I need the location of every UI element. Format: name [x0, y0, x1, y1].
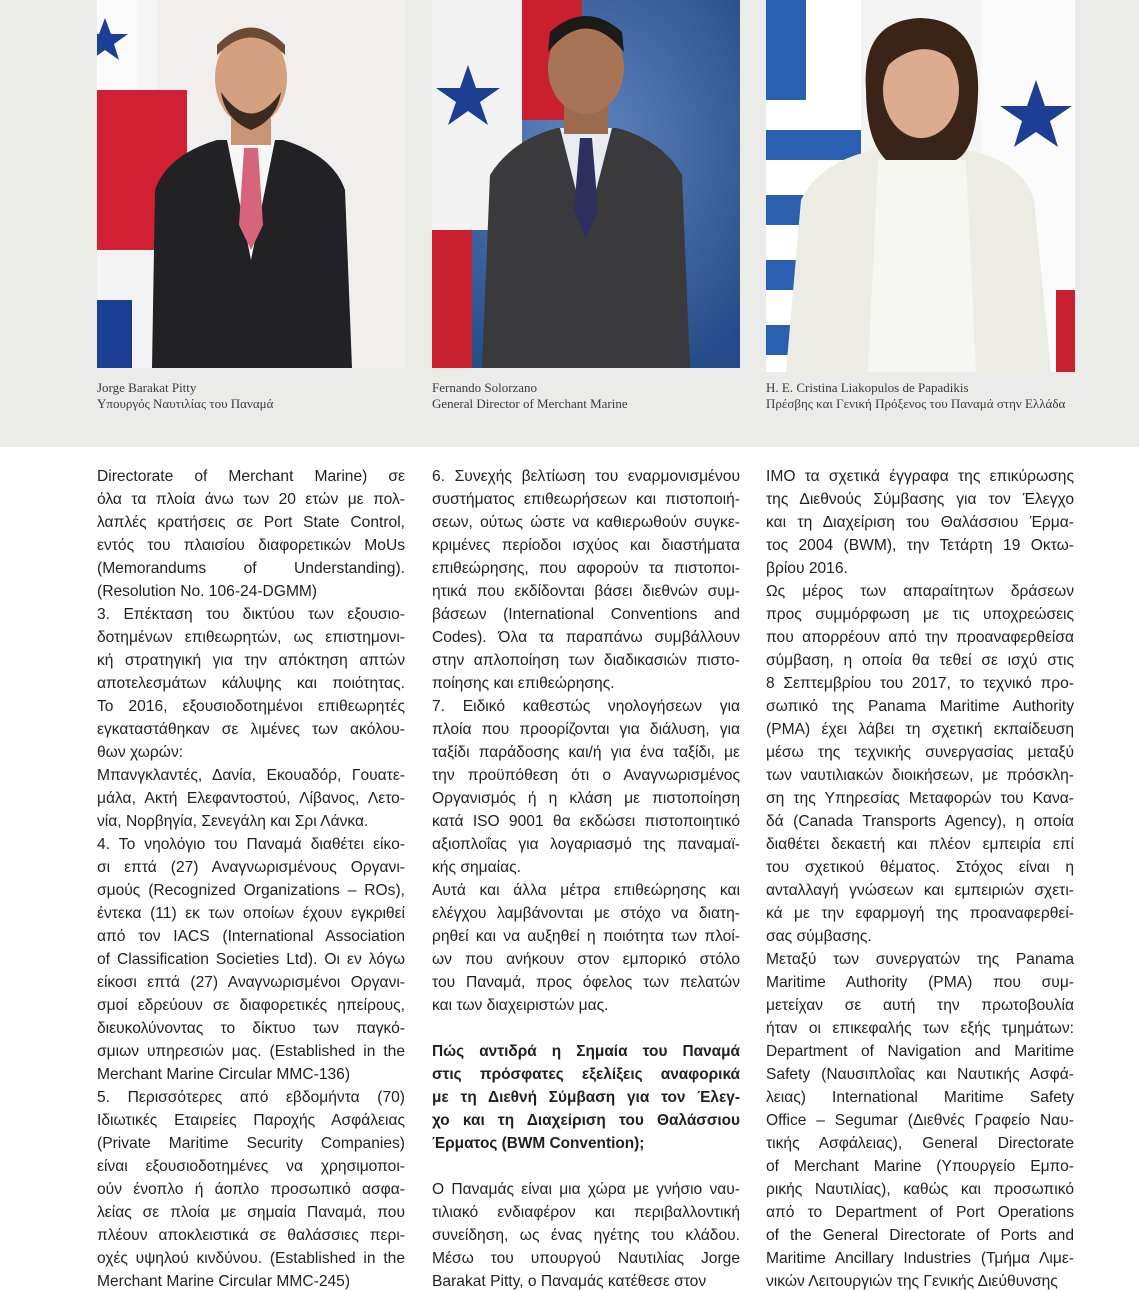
- text-line: Μέσω του υπουργού Ναυτιλίας Jorge: [432, 1250, 740, 1267]
- caption-person-name: H. E. Cristina Liakopulos de Papadikis: [766, 380, 969, 395]
- text-line: 7. Ειδικό καθεστώς νηολογήσεων για: [432, 698, 740, 715]
- text-line: Merchant Marine Circular MMC-245): [97, 1273, 351, 1290]
- text-line: είναι εξουσιοδοτημένες να χρησιμοποι-: [97, 1158, 405, 1175]
- text-line: δοτημένων επιθεωρητών, ως επιστημονι-: [97, 629, 405, 646]
- text-line: σμοί εδρεύουν σε διαφορετικές ηπείρους,: [97, 997, 405, 1014]
- text-line: πλέουν αποκλειστικά σε θαλάσσιες περι-: [97, 1227, 405, 1244]
- text-line: (Resolution No. 106-24-DGMM): [97, 583, 318, 600]
- text-line: 4. Το νηολόγιο του Παναμά διαθέτει είκο-: [97, 836, 405, 853]
- text-line: μάλα, Ακτή Ελεφαντοστού, Λίβανος, Λετο-: [97, 790, 405, 807]
- text-line: όλα τα πλοία άνω των 20 ετών με πολ-: [97, 491, 405, 508]
- text-line: θων χωρών:: [97, 744, 184, 761]
- text-line: βάσεων (International Conventions and: [432, 606, 740, 623]
- text-line: λαπλές κρατήσεις σε Port State Control,: [97, 514, 405, 531]
- text-line: Μεταξύ των συνεργατών της Panama: [766, 951, 1074, 968]
- text-line: κά με την εφαρμογή της προαναφερθεί-: [766, 905, 1074, 922]
- text-line: αξιοπλοΐας για λογαριασμό της παναμαϊ-: [432, 836, 740, 853]
- text-line: Safety (Ναυσιπλοΐας και Ναυτικής Ασφά-: [766, 1066, 1074, 1083]
- text-line: σύμβαση, η οποία θα τεθεί σε ισχύ στις: [766, 652, 1074, 669]
- text-line: 5. Περισσότερες από εβδομήντα (70): [97, 1089, 405, 1106]
- text-line: των ναυτιλιακών διοικήσεων, με πρόσκλη-: [766, 767, 1074, 784]
- text-line: τος 2004 (BWM), την Τετάρτη 19 Οκτω-: [766, 537, 1074, 554]
- text-line: τικής Ασφάλειας), General Directorate: [766, 1135, 1074, 1152]
- text-line: Ως μέρος των απαραίτητων δράσεων: [766, 583, 1074, 600]
- text-line: λειας) International Maritime Safety: [766, 1089, 1074, 1106]
- portrait-photo-director: [432, 0, 740, 368]
- text-line: Department of Navigation and Maritime: [766, 1043, 1074, 1060]
- text-line: 3. Επέκταση του δικτύου των εξουσιο-: [97, 606, 405, 623]
- text-line: λείας σε πλοία με σημαία Παναμά, που: [97, 1204, 405, 1221]
- article-column-2: [432, 465, 740, 1291]
- text-line: νία, Νορβηγία, Σενεγάλη και Σρι Λάνκα.: [97, 813, 369, 830]
- text-line: Merchant Marine Circular MMC-136): [97, 1066, 351, 1083]
- text-line: Directorate of Merchant Marine) σε: [97, 468, 405, 485]
- article-column-1: [97, 465, 405, 1291]
- text-line: κής σημαίας.: [432, 859, 521, 876]
- text-line: 6. Συνεχής βελτίωση του εναρμονισμένου: [432, 468, 740, 485]
- text-line: Ιδιωτικές Εταιρείες Παροχής Ασφάλειας: [97, 1112, 405, 1129]
- text-line: of Classification Societies Ltd). Οι εν λόγω: [97, 951, 405, 968]
- caption-person-title: General Director of Merchant Marine: [432, 396, 628, 411]
- section-heading-line: χο και τη Διαχείριση του Θαλάσσιου: [432, 1112, 740, 1129]
- portrait-photo-minister: [97, 0, 405, 368]
- caption-person-name: Fernando Solorzano: [432, 380, 538, 395]
- text-line: ητικά που εκδίδονται βάσει διεθνών συμ-: [432, 583, 740, 600]
- paragraph-spacer: [432, 1017, 740, 1040]
- text-line: προς συμμόρφωση με τις υποχρεώσεις: [766, 606, 1074, 623]
- text-line: Μπανγκλαντές, Δανία, Εκουαδόρ, Γουατε-: [97, 767, 405, 784]
- text-line: συνείδηση, ως ένας ηγέτης του κλάδου.: [432, 1227, 740, 1244]
- text-line: 8 Σεπτεμβρίου του 2017, το τεχνικό προ-: [766, 675, 1074, 692]
- section-heading-line: Έρματος (BWM Convention);: [432, 1135, 645, 1152]
- text-line: της Διεθνούς Σύμβασης για τον Έλεγχο: [766, 491, 1074, 508]
- photo-caption: [97, 380, 273, 412]
- section-heading-line: Πώς αντιδρά η Σημαία του Παναμά: [432, 1043, 740, 1060]
- text-line: ρικής Ναυτιλίας), καθώς και προσωπικό: [766, 1181, 1074, 1198]
- text-line: σας σύμβασης.: [766, 928, 872, 945]
- text-line: σεων, ούτως ώστε να καθιερωθούν συγκε-: [432, 514, 740, 531]
- text-line: κή στρατηγική για την απόκτηση απτών: [97, 652, 405, 669]
- text-line: αποτελεσμάτων κάλυψης και ποιότητας.: [97, 675, 405, 692]
- section-heading-line: στις πρόσφατες εξελίξεις αναφορικά: [432, 1066, 740, 1083]
- text-line: βρίου 2016.: [766, 560, 848, 577]
- text-line: διευκολύνοντας το δίκτυο των παγκό-: [97, 1020, 405, 1037]
- photo-caption: [766, 380, 1065, 412]
- text-line: νικών Λειτουργιών της Γενικής Διεύθυνσης: [766, 1273, 1058, 1290]
- text-line: που απορρέουν από την προαναφερθείσα: [766, 629, 1074, 646]
- text-line: Ο Παναμάς είναι μια χώρα με γνήσιο ναυ-: [432, 1181, 740, 1198]
- text-line: εντός του πλαισίου διαφορετικών MoUs: [97, 537, 405, 554]
- text-line: ήταν οι επικεφαλής των εξής τμημάτων:: [766, 1020, 1074, 1037]
- text-line: Οργανισμός ή η κλάση με πιστοποίηση: [432, 790, 740, 807]
- section-heading-line: με τη Διεθνή Σύμβαση για τον Έλεγ-: [432, 1089, 740, 1106]
- text-line: οχές υψηλού κινδύνου. (Established in the: [97, 1250, 405, 1267]
- text-line: πλοία που προορίζονται για διάλυση, για: [432, 721, 740, 738]
- text-line: κριμένες περίοδοι ισχύος και διαστήματα: [432, 537, 740, 554]
- text-line: τιλιακό ενδιαφέρον και περιβαλλοντική: [432, 1204, 740, 1221]
- text-line: ούν ένοπλο ή άοπλο προσωπικό ασφα-: [97, 1181, 405, 1198]
- text-line: of the General Directorate of Ports and: [766, 1227, 1074, 1244]
- text-line: σμιων υπηρεσιών μας. (Established in the: [97, 1043, 405, 1060]
- text-line: ανταλλαγή γνώσεων και εμπειριών σχετι-: [766, 882, 1074, 899]
- text-line: σι επτά (27) Αναγνωρισμένους Οργανι-: [97, 859, 405, 876]
- text-line: έντεκα (11) εκ των οποίων έχουν εγκριθεί: [97, 905, 405, 922]
- text-line: και τη Διαχείριση του Θαλάσσιου Έρμα-: [766, 514, 1074, 531]
- text-line: Το 2016, εξουσιοδοτημένοι επιθεωρητές: [97, 698, 405, 715]
- text-line: εγκαταστάθηκαν σε λιμένες των ακόλου-: [97, 721, 405, 738]
- text-line: μέσω της τεχνικής συνεργασίας μεταξύ: [766, 744, 1074, 761]
- text-line: ποίησης και επιθεώρησης.: [432, 675, 615, 692]
- text-line: (Private Maritime Security Companies): [97, 1135, 405, 1152]
- paragraph-spacer: [432, 1155, 740, 1178]
- portrait-photo-ambassador: [766, 0, 1075, 372]
- caption-person-name: Jorge Barakat Pitty: [97, 380, 197, 395]
- text-line: ων που ανήκουν στον εμπορικό στόλο: [432, 951, 740, 968]
- text-line: μετείχαν σε αυτή την πρωτοβουλία: [766, 997, 1074, 1014]
- text-line: του Παναμά, προς όφελος των πελατών: [432, 974, 740, 991]
- text-line: Maritime Ancillary Industries (Τμήμα Λιμε-: [766, 1250, 1074, 1267]
- text-line: ση της Υπηρεσίας Μεταφορών του Κανα-: [766, 790, 1074, 807]
- text-line: σμούς (Recognized Organizations – ROs),: [97, 882, 405, 899]
- text-line: συστήματος επιθεωρήσεων και πιστοποιή-: [432, 491, 740, 508]
- text-line: κατά ISO 9001 θα εκδώσει πιστοποιητικό: [432, 813, 740, 830]
- text-line: (Memorandums of Understanding).: [97, 560, 405, 577]
- text-line: σωπικό της Panama Maritime Authority: [766, 698, 1074, 715]
- text-line: (PMA) έχει λάβει τη σχετική εκπαίδευση: [766, 721, 1074, 738]
- text-line: και των διαχειριστών μας.: [432, 997, 609, 1014]
- text-line: Maritime Authority (PMA) που συμ-: [766, 974, 1074, 991]
- text-line: από το Department of Port Operations: [766, 1204, 1074, 1221]
- text-line: Αυτά και άλλα μέτρα επιθεώρησης και: [432, 882, 740, 899]
- text-line: Office – Segumar (Διεθνές Γραφείο Ναυ-: [766, 1112, 1074, 1129]
- text-line: ρηθεί και να αυξηθεί η ποιότητα των πλοί-: [432, 928, 740, 945]
- text-line: στην απλοποίηση των διαδικασιών πιστο-: [432, 652, 740, 669]
- text-line: την προϋπόθεση ότι ο Αναγνωρισμένος: [432, 767, 740, 784]
- text-line: of Merchant Marine (Υπουργείο Εμπο-: [766, 1158, 1074, 1175]
- text-line: από τον IACS (International Association: [97, 928, 405, 945]
- text-line: ελέγχου λαμβάνονται με στόχο να διατη-: [432, 905, 740, 922]
- article-column-3: [766, 465, 1074, 1291]
- text-line: δά (Canada Transports Agency), η οποία: [766, 813, 1074, 830]
- caption-person-title: Πρέσβης και Γενική Πρόξενος του Παναμά στην Ελλάδα: [766, 396, 1066, 411]
- text-line: Codes). Όλα τα παραπάνω συμβάλλουν: [432, 629, 740, 646]
- text-line: Barakat Pitty, ο Παναμάς κατέθεσε στον: [432, 1273, 707, 1290]
- photo-caption: [432, 380, 628, 412]
- text-line: ταξίδι παράδοσης και/ή για ένα ταξίδι, με: [432, 744, 740, 761]
- text-line: IMO τα σχετικά έγγραφα της επικύρωσης: [766, 468, 1074, 485]
- text-line: επιθεώρησης, που αφορούν τα πιστοποι-: [432, 560, 740, 577]
- caption-person-title: Υπουργός Ναυτιλίας του Παναμά: [97, 396, 274, 411]
- text-line: είκοσι επτά (27) Αναγνωρισμένοι Οργανι-: [97, 974, 405, 991]
- text-line: διαθέτει δεκαετή και πλέον εμπειρία επί: [766, 836, 1074, 853]
- text-line: του σχετικού θέματος. Στόχος είναι η: [766, 859, 1074, 876]
